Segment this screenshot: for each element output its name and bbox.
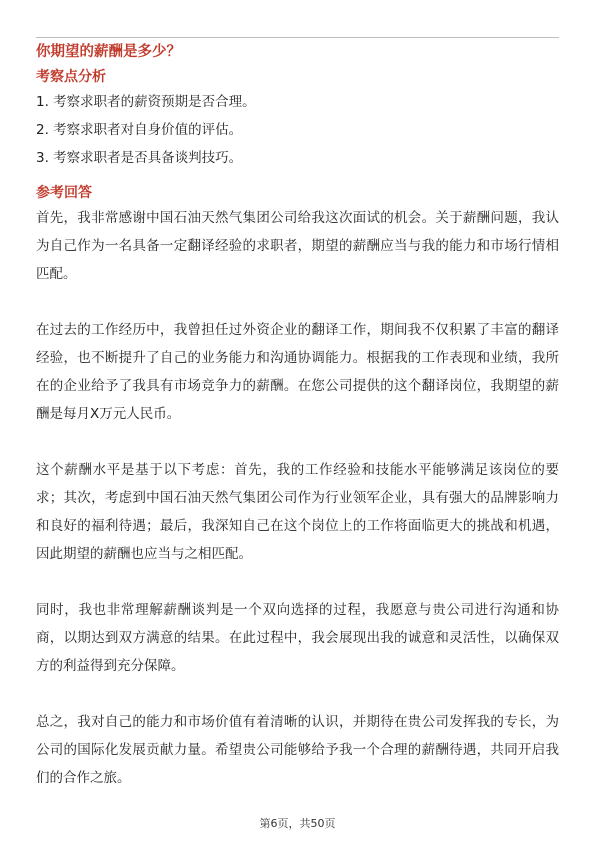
answer-paragraph: 总之，我对自己的能力和市场价值有着清晰的认识，并期待在贵公司发挥我的专长，为公司的国际化发展贡献力量。希望贵公司能够给予我一个合理的薪酬待遇，共同开启我们的合作之旅。 <box>36 714 559 786</box>
analysis-title: 考察点分析 <box>36 69 106 85</box>
answer-title: 参考回答 <box>36 185 92 201</box>
answer-paragraph: 在过去的工作经历中，我曾担任过外资企业的翻译工作，期间我不仅积累了丰富的翻译经验，也不断提升了自己的业务能力和沟通协调能力。根据我的工作表现和业绩，我所在的企业给予了我具有市场竞争力的薪酬。在您公司提供的这个翻译岗位，我期望的薪酬是每月X万元人民币。 <box>36 322 559 422</box>
document-body <box>36 40 559 820</box>
analysis-point: 1. 考察求职者的薪资预期是否合理。 <box>36 94 256 110</box>
header-divider <box>36 37 559 38</box>
answer-paragraph: 这个薪酬水平是基于以下考虑：首先，我的工作经验和技能水平能够满足该岗位的要求；其次，考虑到中国石油天然气集团公司作为行业领军企业，具有强大的品牌影响力和良好的福利待遇；最后，我深知自己在这个岗位上的工作将面临更大的挑战和机遇，因此期望的薪酬也应当与之相匹配。 <box>36 462 559 562</box>
analysis-point: 3. 考察求职者是否具备谈判技巧。 <box>36 150 243 166</box>
answer-paragraph: 同时，我也非常理解薪酬谈判是一个双向选择的过程，我愿意与贵公司进行沟通和协商，以期达到双方满意的结果。在此过程中，我会展现出我的诚意和灵活性，以确保双方的利益得到充分保障。 <box>36 602 559 674</box>
question-heading: 你期望的薪酬是多少？ <box>36 44 181 60</box>
answer-paragraph: 首先，我非常感谢中国石油天然气集团公司给我这次面试的机会。关于薪酬问题，我认为自己作为一名具备一定翻译经验的求职者，期望的薪酬应当与我的能力和市场行情相匹配。 <box>36 210 559 282</box>
page-number: 第6页，共50页 <box>259 817 336 830</box>
analysis-point: 2. 考察求职者对自身价值的评估。 <box>36 122 243 138</box>
